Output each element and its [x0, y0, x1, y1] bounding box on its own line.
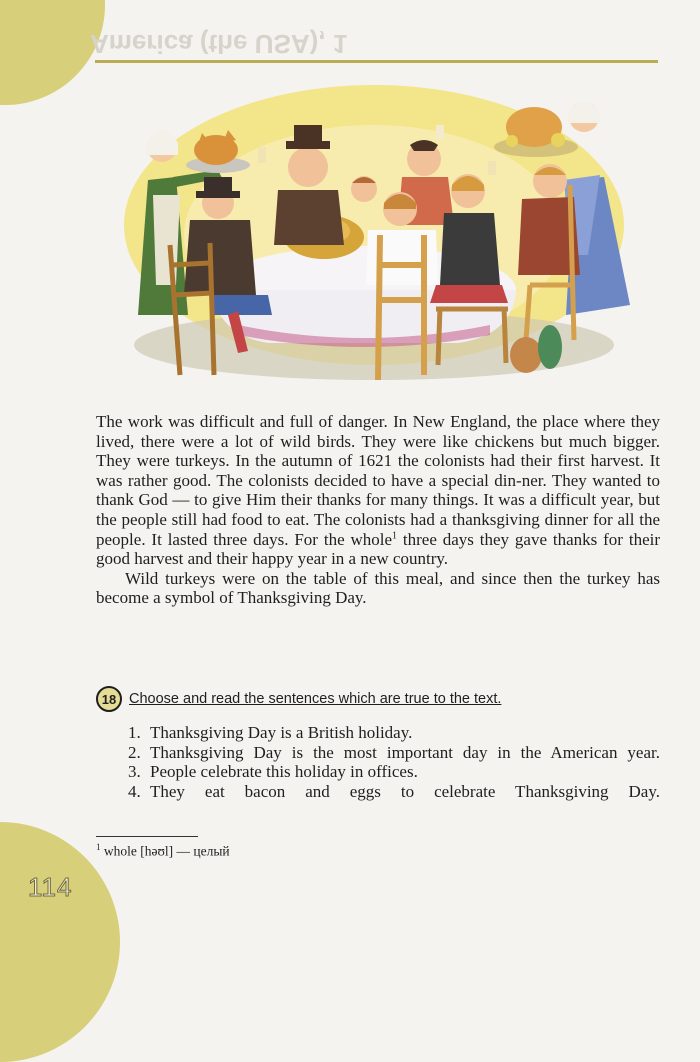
paragraph-1-text: The work was difficult and full of danger. In New England, the place where they lived, there were a lot of wild birds. They were like chickens but much bigger. They were turkeys. In the autumn of 1621 the colonists had their first harvest. It was rather good. The colonists decided to have a special din-ner. They wanted to thank God — to give Him their thanks for many things. It was a difficult year, but the people still had food to eat. The colonists had a thanksgiving dinner for all the people. It lasted three days. For the whole	[96, 412, 660, 549]
statement-text: Thanksgiving Day is a British holiday.	[150, 723, 413, 742]
paragraph-1	[96, 412, 660, 569]
statement-list	[128, 723, 660, 801]
footnote-reference: 1	[392, 529, 398, 541]
statement-item: 1. Thanksgiving Day is a British holiday.	[128, 723, 660, 743]
thanksgiving-dinner-illustration	[118, 85, 630, 388]
statement-text: Thanksgiving Day is the most important day in the American year.	[150, 742, 660, 762]
statement-item: 4. They eat bacon and eggs to celebrate Thanksgiving Day.	[128, 781, 660, 801]
footnote-text: whole [həʊl] — целый	[100, 843, 230, 859]
page-number: 114	[28, 872, 73, 902]
statement-text: People celebrate this holiday in offices.	[150, 762, 418, 782]
task-instruction: Choose and read the sentences which are true to the text.	[129, 691, 502, 707]
footnote-mark: 1	[96, 842, 101, 852]
paragraph-1-text-end: three days they gave thanks for their good harvest and their happy year in a new country.	[96, 529, 660, 569]
statement-item: 3. People celebrate this holiday in offices.	[128, 762, 660, 782]
task-number-badge: 18	[96, 686, 122, 712]
top-rule	[95, 60, 658, 63]
footnote	[96, 842, 230, 860]
task-heading	[96, 686, 666, 712]
paragraph-2: Wild turkeys were on the table of this meal, and since then the turkey has become a symbol of Thanksgiving Day.	[96, 568, 660, 608]
statement-item: 2. Thanksgiving Day is the most important day in the American year.	[128, 742, 660, 762]
footnote-rule	[96, 836, 198, 837]
statement-text: They eat bacon and eggs to celebrate Thanksgiving Day.	[150, 781, 660, 801]
main-text	[96, 412, 660, 608]
show-through-header: America (the USA), 1	[90, 29, 348, 59]
